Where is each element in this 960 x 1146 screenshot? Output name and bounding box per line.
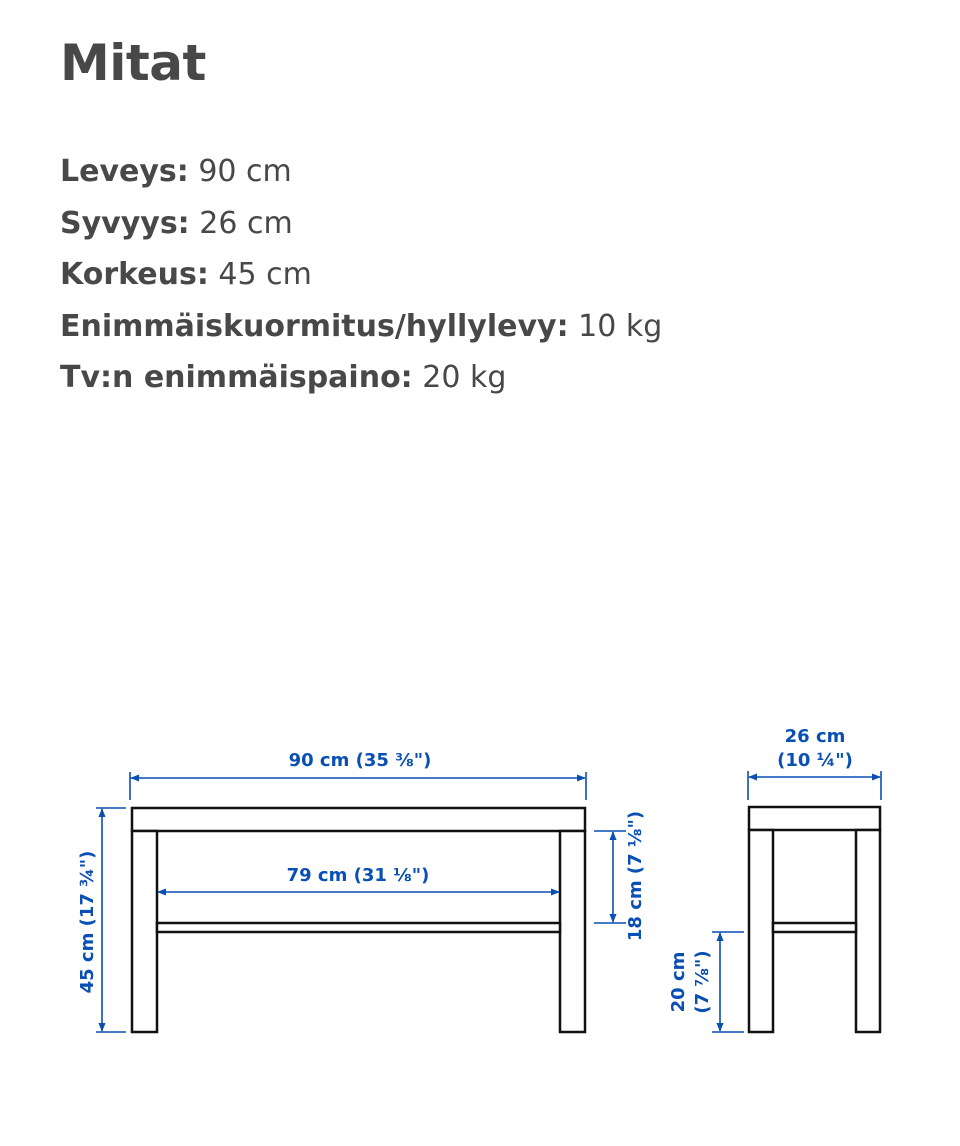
spec-value: 90 cm (198, 154, 292, 189)
spec-value: 45 cm (218, 257, 312, 292)
side-left-leg (749, 830, 773, 1032)
page-title: Mitat (60, 34, 206, 92)
front-left-leg (132, 831, 157, 1032)
spec-label: Leveys: (60, 154, 189, 189)
spec-label: Tv:n enimmäispaino: (60, 360, 413, 395)
front-shelf (157, 923, 560, 932)
spec-label: Syvyys: (60, 205, 190, 241)
spec-label: Korkeus: (60, 257, 209, 292)
front-height-label: 45 cm (17 ¾") (77, 850, 98, 994)
spec-value: 10 kg (578, 308, 663, 344)
shelf-gap-label: 18 cm (7 ⅛") (625, 810, 646, 942)
side-tabletop (749, 807, 880, 830)
side-right-leg (856, 830, 880, 1032)
side-depth-label-line2: (10 ¼") (777, 750, 853, 771)
front-width-label: 90 cm (35 ⅜") (288, 750, 432, 771)
side-shelf-label-line2: (7 ⅞") (692, 950, 713, 1014)
front-inner-width-label: 79 cm (31 ⅛") (286, 865, 430, 886)
side-view (749, 807, 880, 1032)
side-shelf (773, 923, 856, 932)
front-tabletop (132, 808, 585, 831)
front-view (132, 808, 585, 1032)
spec-value: 20 kg (422, 360, 507, 395)
spec-value: 26 cm (199, 205, 293, 241)
spec-label: Enimmäiskuormitus/hyllylevy: (60, 308, 569, 344)
side-shelf-label-line1: 20 cm (668, 951, 689, 1013)
front-right-leg (560, 831, 585, 1032)
side-depth-label-line1: 26 cm (784, 726, 846, 747)
